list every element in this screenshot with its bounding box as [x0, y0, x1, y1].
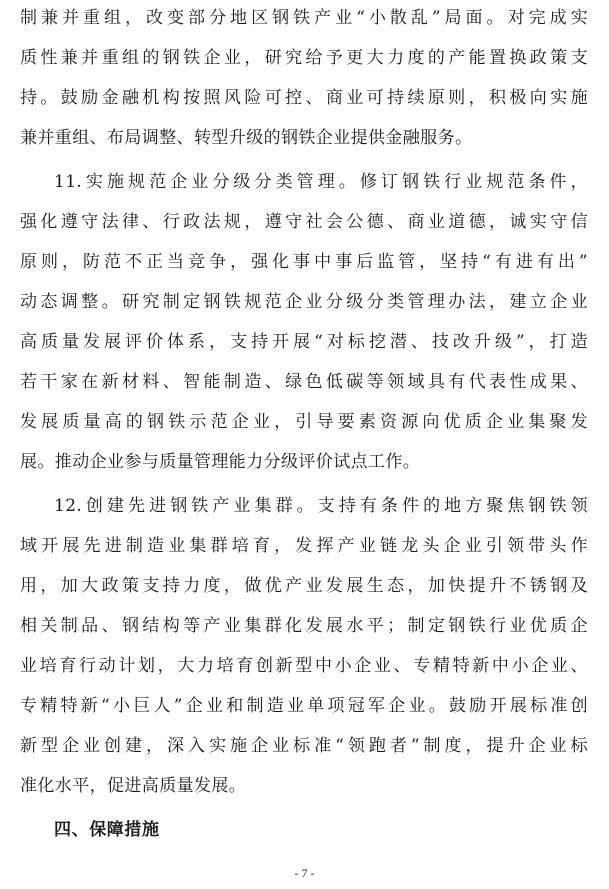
- paragraph-line: 质性兼并重组的钢铁企业，研究给予更大力度的产能置换政策支: [20, 48, 588, 68]
- paragraph-line: 高质量发展评价体系，支持开展“对标挖潜、技改升级”，打造: [20, 332, 588, 352]
- paragraph-first-line: 11.实施规范企业分级分类管理。修订钢铁行业规范条件，: [54, 172, 588, 192]
- paragraph-line: 制兼并重组，改变部分地区钢铁产业“小散乱”局面。对完成实: [20, 8, 588, 28]
- paragraph-line: 域开展先进制造业集群培育，发挥产业链龙头企业引领带头作: [20, 536, 588, 556]
- paragraph-first-line: 12.创建先进钢铁产业集群。支持有条件的地方聚焦钢铁领: [54, 496, 588, 516]
- section-heading: 四、保障措施: [54, 820, 160, 840]
- paragraph-line: 新型企业创建，深入实施企业标准“领跑者”制度，提升企业标: [20, 736, 588, 756]
- paragraph-line: 兼并重组、布局调整、转型升级的钢铁企业提供金融服务。: [20, 128, 473, 148]
- paragraph-line: 展。推动企业参与质量管理能力分级评价试点工作。: [20, 452, 421, 472]
- page-number: - 7 -: [294, 866, 315, 880]
- paragraph-line: 原则，防范不正当竞争，强化事中事后监管，坚持“有进有出”: [20, 252, 588, 272]
- paragraph-line: 动态调整。研究制定钢铁规范企业分级分类管理办法，建立企业: [20, 292, 588, 312]
- paragraph-line: 准化水平，促进高质量发展。: [20, 776, 247, 796]
- paragraph-line: 相关制品、钢结构等产业集群化发展水平；制定钢铁行业优质企: [20, 616, 588, 636]
- paragraph-line: 持。鼓励金融机构按照风险可控、商业可持续原则，积极向实施: [20, 88, 588, 108]
- paragraph-line: 业培育行动计划，大力培育创新型中小企业、专精特新中小企业、: [20, 656, 588, 676]
- paragraph-line: 若干家在新材料、智能制造、绿色低碳等领域具有代表性成果、: [20, 372, 588, 392]
- paragraph-line: 强化遵守法律、行政法规，遵守社会公德、商业道德，诚实守信: [20, 212, 588, 232]
- paragraph-line: 专精特新“小巨人”企业和制造业单项冠军企业。鼓励开展标准创: [20, 696, 588, 716]
- paragraph-line: 发展质量高的钢铁示范企业，引导要素资源向优质企业集聚发: [20, 412, 588, 432]
- paragraph-line: 用，加大政策支持力度，做优产业发展生态，加快提升不锈钢及: [20, 576, 588, 596]
